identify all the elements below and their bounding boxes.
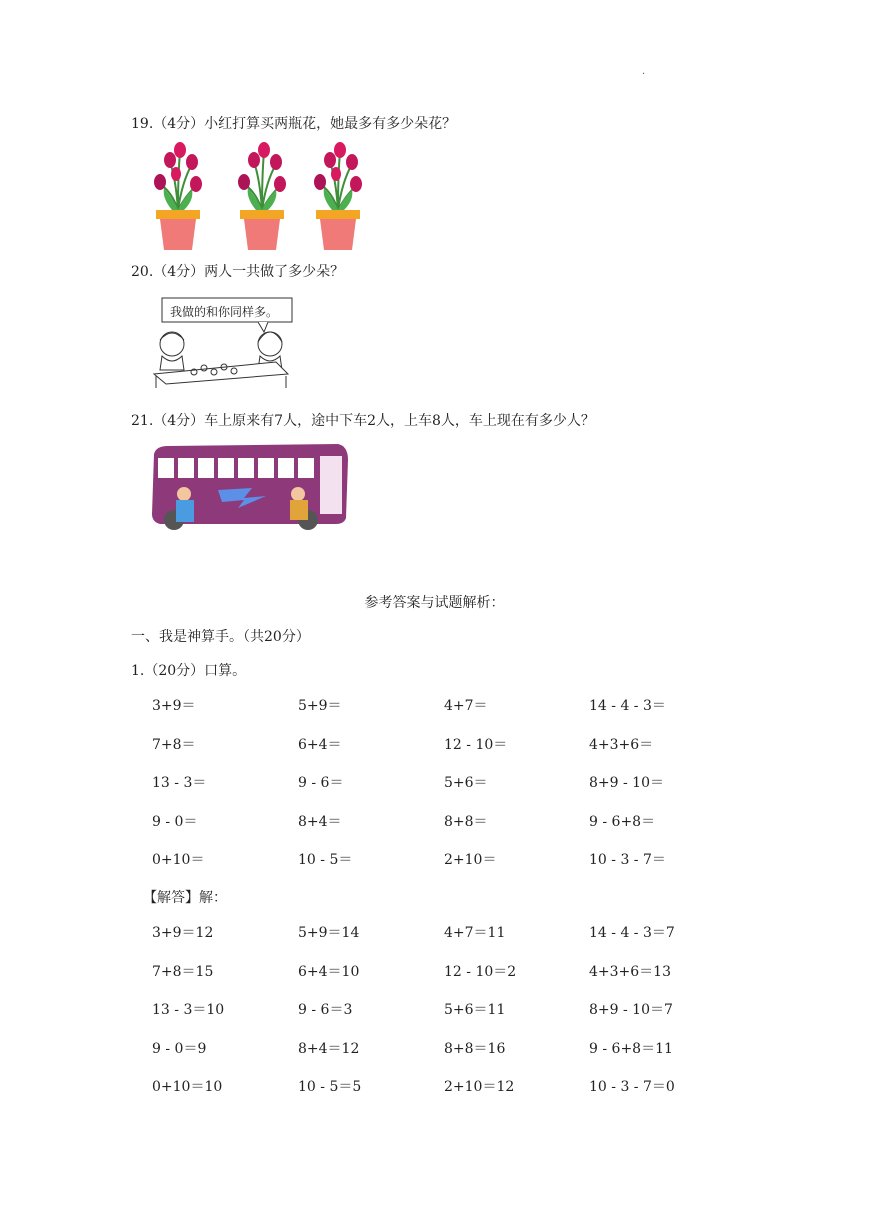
solution-cell: 0+10＝10	[152, 1079, 223, 1095]
solution-cell: 9 - 6＝3	[298, 1002, 353, 1018]
question-19: 19.（4分）小红打算买两瓶花，她最多有多少朵花？	[131, 116, 457, 132]
problem-row	[152, 734, 752, 754]
problem-cell: 2+10＝	[444, 852, 497, 868]
problem-row	[152, 811, 752, 831]
solution-cell: 14 - 4 - 3＝7	[589, 925, 675, 941]
problem-row	[152, 695, 752, 715]
section-heading: 一、我是神算手。（共20分）	[131, 629, 310, 645]
solution-row	[152, 1038, 752, 1058]
problem-cell: 3+9＝	[152, 698, 196, 714]
solution-cell: 7+8＝15	[152, 964, 214, 980]
problem-cell: 5+9＝	[298, 698, 342, 714]
solution-row	[152, 999, 752, 1019]
problem-cell: 14 - 4 - 3＝	[589, 698, 666, 714]
problem-cell: 4+3+6＝	[589, 737, 654, 753]
solution-cell: 4+3+6＝13	[589, 964, 671, 980]
problem-cell: 10 - 5＝	[298, 852, 353, 868]
flower-pots-image	[148, 140, 368, 252]
solution-cell: 10 - 5＝5	[298, 1079, 362, 1095]
question-21: 21.（4分）车上原来有7人，途中下车2人，上车8人，车上现在有多少人？	[131, 413, 595, 429]
problem-cell: 10 - 3 - 7＝	[589, 852, 666, 868]
problem-cell: 9 - 6＝	[298, 775, 344, 791]
problem-cell: 12 - 10＝	[444, 737, 508, 753]
solution-cell: 8+4＝12	[298, 1041, 360, 1057]
problem-cell: 8+8＝	[444, 814, 488, 830]
flower-pot	[238, 142, 286, 250]
question-1: 1.（20分）口算。	[131, 663, 247, 679]
problem-cell: 8+4＝	[298, 814, 342, 830]
problem-cell: 4+7＝	[444, 698, 488, 714]
solution-row	[152, 1076, 752, 1096]
solution-cell: 10 - 3 - 7＝0	[589, 1079, 675, 1095]
solution-label: 【解答】解：	[143, 890, 227, 906]
problem-cell: 7+8＝	[152, 737, 196, 753]
problem-cell: 6+4＝	[298, 737, 342, 753]
answers-title: 参考答案与试题解析：	[364, 595, 505, 611]
solution-cell: 6+4＝10	[298, 964, 360, 980]
solution-cell: 8+8＝16	[444, 1041, 506, 1057]
speech-bubble-text: 我做的和你同样多。	[170, 305, 279, 319]
solution-cell: 5+6＝11	[444, 1002, 506, 1018]
solution-cell: 4+7＝11	[444, 925, 506, 941]
problem-cell: 5+6＝	[444, 775, 488, 791]
solution-cell: 3+9＝12	[152, 925, 214, 941]
problem-row	[152, 772, 752, 792]
problem-cell: 0+10＝	[152, 852, 205, 868]
solution-cell: 9 - 6+8＝11	[589, 1041, 673, 1057]
problem-cell: 8+9 - 10＝	[589, 775, 664, 791]
solution-cell: 2+10＝12	[444, 1079, 515, 1095]
problem-cell: 9 - 0＝	[152, 814, 198, 830]
children-crafting-image	[148, 292, 294, 390]
solution-cell: 12 - 10＝2	[444, 964, 517, 980]
page-marker: .	[642, 66, 646, 77]
problem-row	[152, 849, 752, 869]
bus-image	[148, 440, 352, 536]
solution-row	[152, 961, 752, 981]
solution-cell: 5+9＝14	[298, 925, 360, 941]
solution-cell: 8+9 - 10＝7	[589, 1002, 673, 1018]
problem-cell: 9 - 6+8＝	[589, 814, 656, 830]
flower-pot	[314, 142, 362, 250]
solution-row	[152, 922, 752, 942]
flower-pot	[154, 142, 202, 250]
solution-cell: 13 - 3＝10	[152, 1002, 225, 1018]
question-20: 20.（4分）两人一共做了多少朵？	[131, 264, 345, 280]
problem-cell: 13 - 3＝	[152, 775, 207, 791]
solution-cell: 9 - 0＝9	[152, 1041, 207, 1057]
